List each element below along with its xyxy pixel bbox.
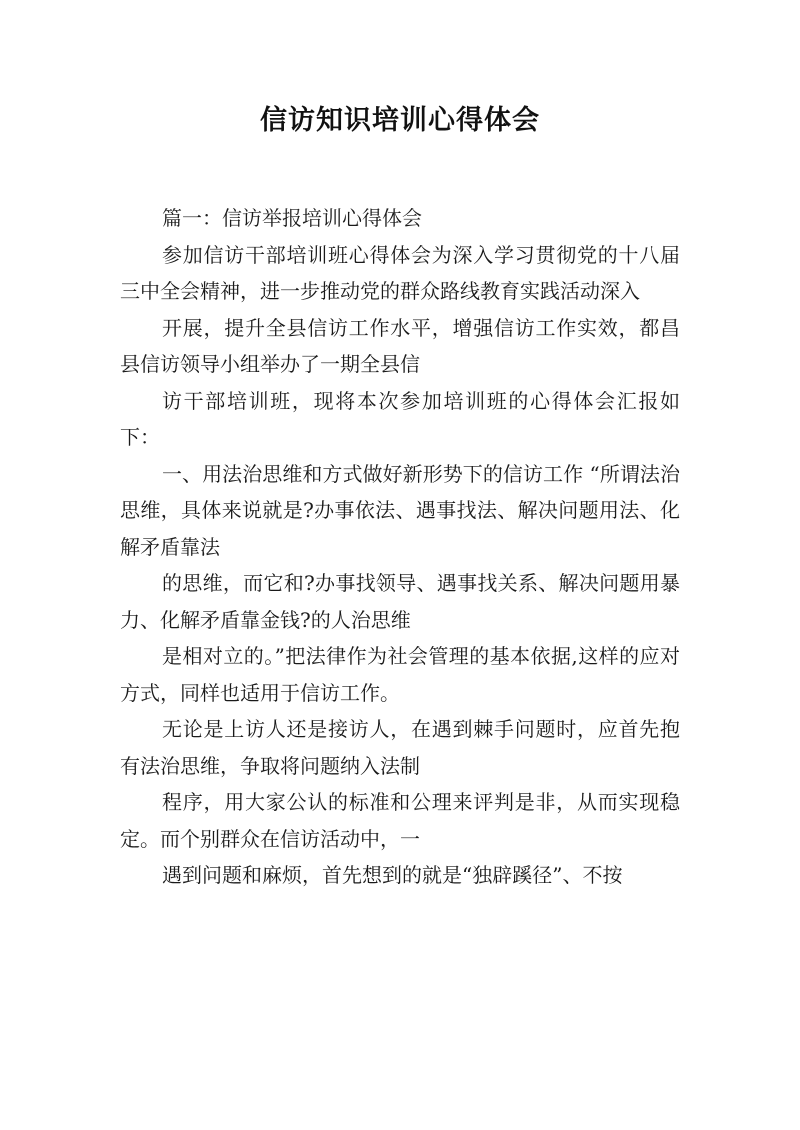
paragraph: 一、用法治思维和方式做好新形势下的信访工作 “所谓法治思维，具体来说就是?办事依法、遇事找法、解决问题用法、化解矛盾靠法 (120, 461, 680, 559)
paragraph: 遇到问题和麻烦，首先想到的就是“独辟蹊径”、不按 (162, 863, 623, 887)
paragraph: 的思维，而它和?办事找领导、遇事找关系、解决问题用暴力、化解矛盾靠金钱?的人治思维 (120, 571, 680, 632)
paragraph: 无论是上访人还是接访人，在遇到棘手问题时，应首先抱有法治思维，争取将问题纳入法制 (120, 717, 680, 778)
document-title: 信访知识培训心得体会 (260, 105, 540, 136)
paragraph: 参加信访干部培训班心得体会为深入学习贯彻党的十八届三中全会精神，进一步推动党的群众路线教育实践活动深入 (120, 242, 680, 303)
paragraph: 是相对立的。”把法律作为社会管理的基本依据,这样的应对方式，同样也适用于信访工作。 (120, 644, 680, 705)
section-heading: 篇一：信访举报培训心得体会 (162, 206, 422, 230)
paragraph: 开展，提升全县信访工作水平，增强信访工作实效，都昌县信访领导小组举办了一期全县信 (120, 315, 680, 376)
paragraph: 程序，用大家公认的标准和公理来评判是非，从而实现稳定。而个别群众在信访活动中，一 (120, 790, 680, 851)
document-body (120, 200, 680, 894)
paragraph: 访干部培训班，现将本次参加培训班的心得体会汇报如下： (120, 388, 680, 449)
